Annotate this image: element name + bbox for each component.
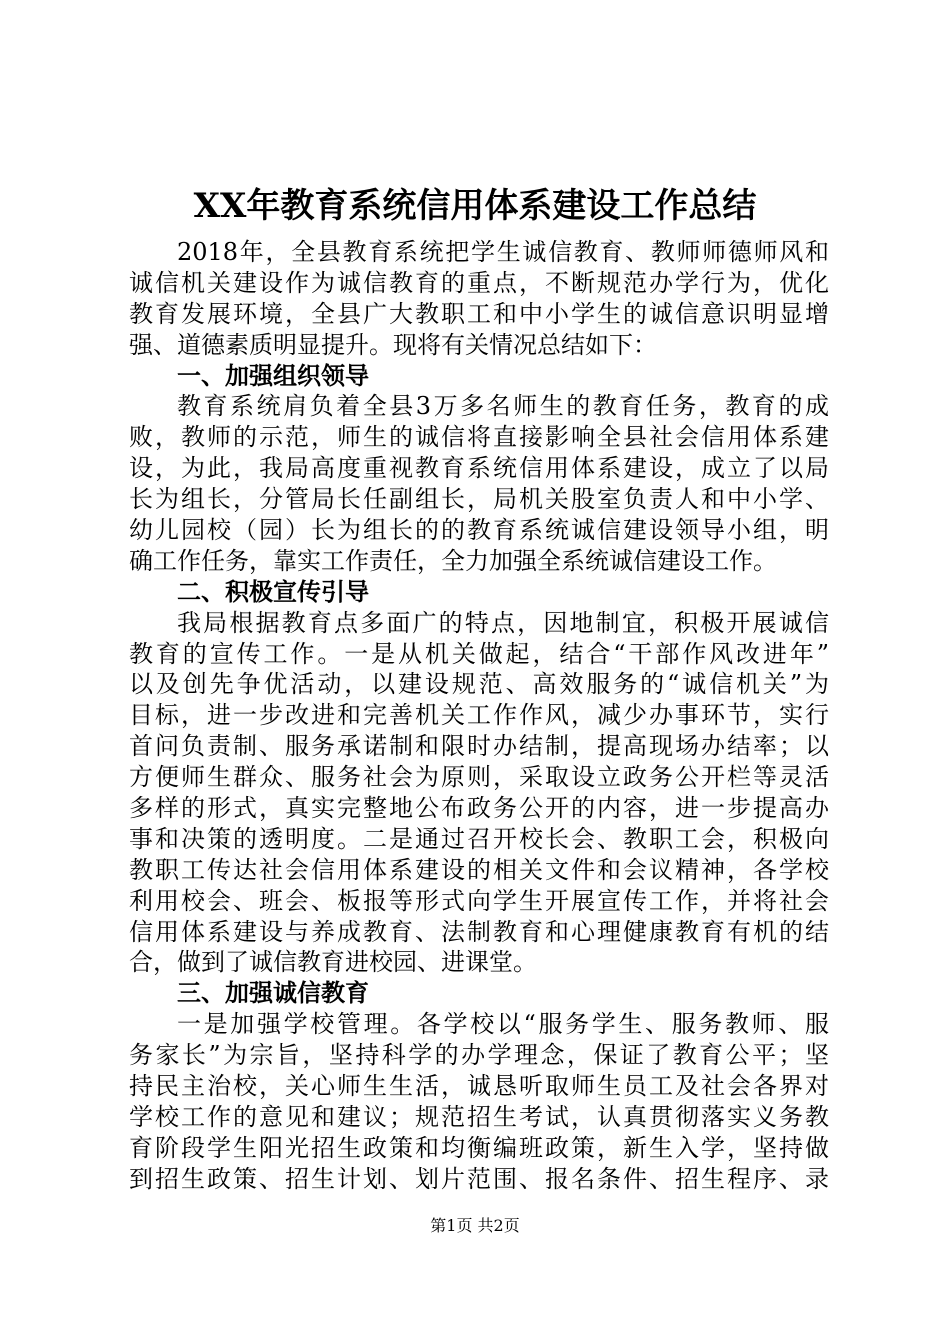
section-heading: 三、加强诚信教育 bbox=[177, 979, 369, 1008]
paragraph-line: 合，做到了诚信教育进校园、进课堂。 bbox=[129, 948, 537, 977]
paragraph-line: 幼儿园校（园）长为组长的的教育系统诚信建设领导小组，明 bbox=[129, 516, 829, 545]
paragraph-line: 教职工传达社会信用体系建设的相关文件和会议精神，各学校 bbox=[129, 855, 829, 884]
paragraph-line: 多样的形式，真实完整地公布政务公开的内容，进一步提高办 bbox=[129, 794, 829, 823]
paragraph-line: 首问负责制、服务承诺制和限时办结制，提高现场办结率；以 bbox=[129, 732, 829, 761]
paragraph-line: 事和决策的透明度。二是通过召开校长会、教职工会，积极向 bbox=[129, 824, 829, 853]
paragraph-line: 确工作任务，靠实工作责任，全力加强全系统诚信建设工作。 bbox=[129, 546, 777, 575]
page-footer: 第1页 共2页 bbox=[430, 1216, 520, 1235]
paragraph-line: 诚信机关建设作为诚信教育的重点，不断规范办学行为，优化 bbox=[129, 268, 829, 297]
paragraph-line: 持民主治校，关心师生生活，诚恳听取师生员工及社会各界对 bbox=[129, 1072, 829, 1101]
paragraph-line: 长为组长，分管局长任副组长，局机关股室负责人和中小学、 bbox=[129, 485, 829, 514]
paragraph-line: 败，教师的示范，师生的诚信将直接影响全县社会信用体系建 bbox=[129, 423, 829, 452]
document-title: XX年教育系统信用体系建设工作总结 bbox=[193, 186, 757, 226]
paragraph-line: 以及创先争优活动，以建设规范、高效服务的“诚信机关”为 bbox=[129, 670, 829, 699]
paragraph-line: 利用校会、班会、板报等形式向学生开展宣传工作，并将社会 bbox=[129, 886, 829, 915]
paragraph-line: 教育的宣传工作。一是从机关做起，结合“干部作风改进年” bbox=[129, 639, 829, 668]
paragraph-line: 2018年，全县教育系统把学生诚信教育、教师师德师风和 bbox=[177, 238, 829, 266]
paragraph-line: 目标，进一步改进和完善机关工作作风，减少办事环节，实行 bbox=[129, 701, 829, 730]
paragraph-line: 一是加强学校管理。各学校以“服务学生、服务教师、服 bbox=[177, 1010, 829, 1039]
paragraph-line: 务家长”为宗旨，坚持科学的办学理念，保证了教育公平；坚 bbox=[129, 1041, 829, 1070]
paragraph-line: 到招生政策、招生计划、划片范围、报名条件、招生程序、录 bbox=[129, 1164, 829, 1193]
paragraph-line: 教育发展环境，全县广大教职工和中小学生的诚信意识明显增 bbox=[129, 299, 829, 328]
paragraph-line: 学校工作的意见和建议；规范招生考试，认真贯彻落实义务教 bbox=[129, 1102, 829, 1131]
paragraph-line: 我局根据教育点多面广的特点，因地制宜，积极开展诚信 bbox=[177, 608, 829, 637]
paragraph-line: 强、道德素质明显提升。现将有关情况总结如下： bbox=[129, 330, 657, 359]
section-heading: 一、加强组织领导 bbox=[177, 361, 369, 390]
paragraph-line: 育阶段学生阳光招生政策和均衡编班政策，新生入学，坚持做 bbox=[129, 1133, 829, 1162]
section-heading: 二、积极宣传引导 bbox=[177, 577, 369, 606]
paragraph-line: 设，为此，我局高度重视教育系统信用体系建设，成立了以局 bbox=[129, 454, 829, 483]
paragraph-line: 方便师生群众、服务社会为原则，采取设立政务公开栏等灵活 bbox=[129, 763, 829, 792]
document-body bbox=[129, 237, 829, 1195]
paragraph-line: 信用体系建设与养成教育、法制教育和心理健康教育有机的结 bbox=[129, 917, 829, 946]
paragraph-line: 教育系统肩负着全县3万多名师生的教育任务，教育的成 bbox=[177, 392, 829, 421]
